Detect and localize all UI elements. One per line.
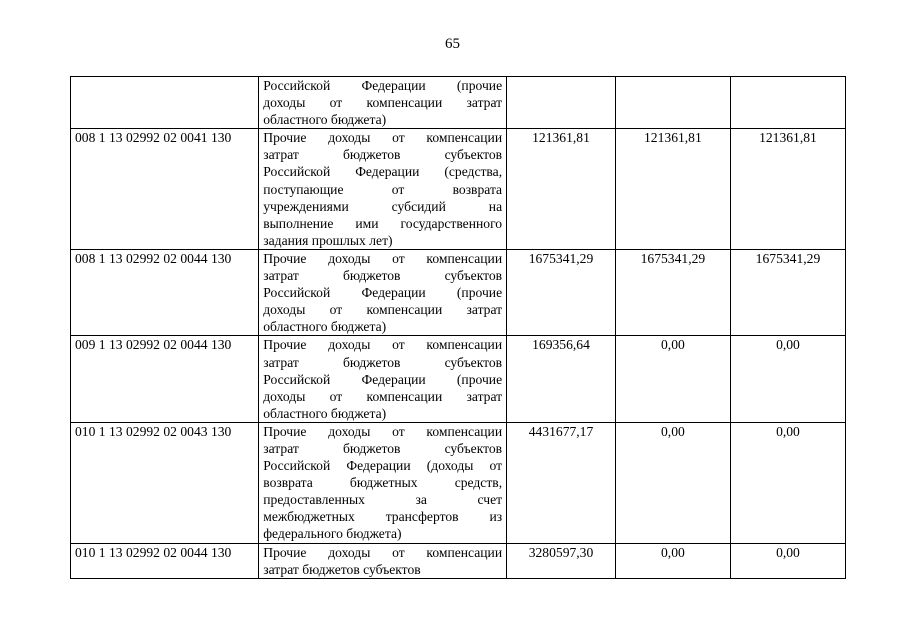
description-cell (259, 422, 507, 543)
page-number: 65 (445, 36, 460, 52)
amount-cell-1: 169356,64 (507, 336, 616, 422)
description-line: областного бюджета) (263, 319, 387, 335)
amount-cell-1: 1675341,29 (507, 249, 616, 335)
description-line: Российской Федерации (прочие (263, 371, 503, 387)
description-line: учреждениями субсидий на (263, 198, 503, 214)
description-line: предоставленных за счет (263, 492, 503, 508)
description-line: Прочие доходы от компенсации (263, 544, 503, 560)
description-line: затрат бюджетов субъектов (263, 561, 421, 577)
amount-cell-2: 121361,81 (615, 129, 730, 250)
amount-cell-1: 121361,81 (507, 129, 616, 250)
description-line: Прочие доходы от компенсации (263, 423, 503, 439)
budget-code-cell: 010 1 13 02992 02 0043 130 (71, 422, 259, 543)
description-line: Российской Федерации (прочие (263, 285, 503, 301)
revenue-table (70, 76, 846, 579)
description-line: Прочие доходы от компенсации (263, 130, 503, 146)
description-cell (259, 543, 507, 578)
description-line: доходы от компенсации затрат (263, 302, 503, 318)
description-line: Российской Федерации (средства, (263, 164, 503, 180)
description-line: Российской Федерации (прочие (263, 78, 503, 93)
description-line: поступающие от возврата (263, 181, 503, 197)
description-cell (259, 129, 507, 250)
table-row (71, 422, 846, 543)
description-line: доходы от компенсации затрат (263, 95, 503, 111)
description-line: межбюджетных трансфертов из (263, 509, 503, 525)
description-line: затрат бюджетов субъектов (263, 354, 503, 370)
amount-cell-3: 0,00 (730, 336, 845, 422)
amount-cell-1: 3280597,30 (507, 543, 616, 578)
description-cell (259, 77, 507, 129)
description-line: возврата бюджетных средств, (263, 475, 503, 491)
table-body (71, 77, 846, 579)
description-line: Российской Федерации (доходы от (263, 458, 503, 474)
amount-cell-3: 0,00 (730, 543, 845, 578)
description-line: областного бюджета) (263, 405, 387, 421)
budget-code-cell: 008 1 13 02992 02 0041 130 (71, 129, 259, 250)
amount-cell-3 (730, 77, 845, 129)
description-line: затрат бюджетов субъектов (263, 147, 503, 163)
table-row (71, 336, 846, 422)
amount-cell-2: 0,00 (615, 336, 730, 422)
amount-cell-3: 121361,81 (730, 129, 845, 250)
amount-cell-3: 0,00 (730, 422, 845, 543)
description-line: доходы от компенсации затрат (263, 388, 503, 404)
budget-code-cell: 009 1 13 02992 02 0044 130 (71, 336, 259, 422)
description-line: затрат бюджетов субъектов (263, 268, 503, 284)
amount-cell-2: 1675341,29 (615, 249, 730, 335)
amount-cell-3: 1675341,29 (730, 249, 845, 335)
description-line: областного бюджета) (263, 112, 387, 128)
description-line: федерального бюджета) (263, 526, 402, 542)
table-row (71, 77, 846, 129)
amount-cell-2: 0,00 (615, 543, 730, 578)
description-line: задания прошлых лет) (263, 232, 393, 248)
amount-cell-1 (507, 77, 616, 129)
amount-cell-2 (615, 77, 730, 129)
budget-code-cell: 010 1 13 02992 02 0044 130 (71, 543, 259, 578)
description-cell (259, 336, 507, 422)
description-line: выполнение ими государственного (263, 215, 503, 231)
table-row (71, 249, 846, 335)
description-cell (259, 249, 507, 335)
description-line: затрат бюджетов субъектов (263, 440, 503, 456)
table-row (71, 129, 846, 250)
budget-code-cell (71, 77, 259, 129)
amount-cell-1: 4431677,17 (507, 422, 616, 543)
budget-code-cell: 008 1 13 02992 02 0044 130 (71, 249, 259, 335)
amount-cell-2: 0,00 (615, 422, 730, 543)
description-line: Прочие доходы от компенсации (263, 337, 503, 353)
table-row (71, 543, 846, 578)
description-line: Прочие доходы от компенсации (263, 250, 503, 266)
